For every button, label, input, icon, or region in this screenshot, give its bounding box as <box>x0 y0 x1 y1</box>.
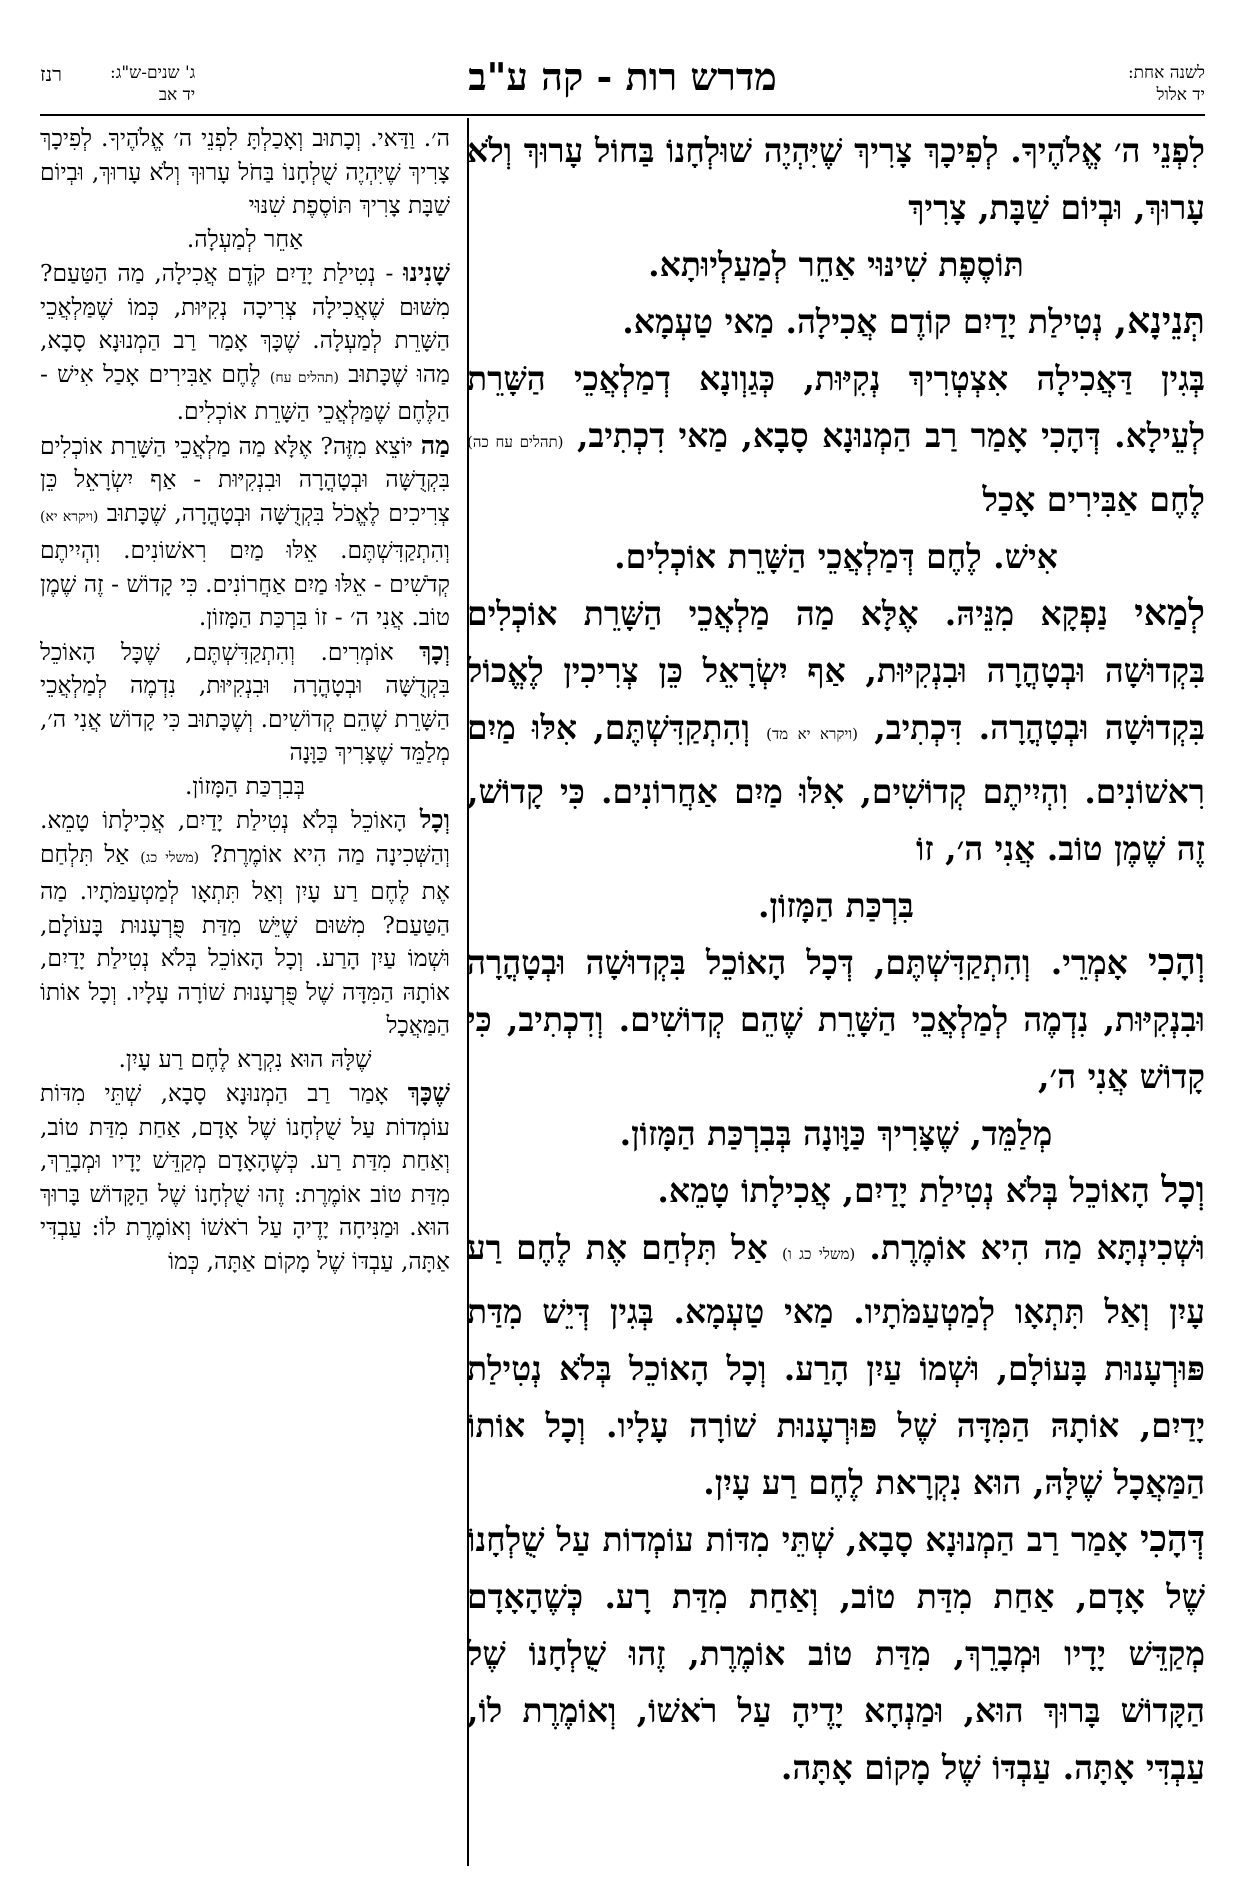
paragraph-opening-word: תְּנֵינָא, <box>1114 300 1205 342</box>
commentary-text: לֶחֶם אַבִּירִים אָכַל אִישׁ - הַלֶּחֶם שֶׁמַּלְאֲכֵי הַשָּׁרֵת אוֹכְלִים. <box>40 360 450 425</box>
main-text: בִּרְכַּת הַמָּזוֹן. <box>758 886 914 925</box>
main-text: וְהִתְקַדִּשְׁתֶּם, אִלּוּ מַיִם רִאשׁוֹנִים. וִהְיִיתֶם קְדוֹשִׁים, אִלּוּ מַיִם אַחֲרוֹנִים. כִּי קָדוֹשׁ, זֶה שֶׁמֶן טוֹב. אֲנִי ה׳, זוֹ <box>467 708 1205 868</box>
commentary-text: אָמַר רַב הַמְנוּנָא סָבָא, שְׁתֵּי מִדּוֹת עוֹמְדוֹת עַל שֻׁלְחָנוֹ שֶׁל אָדָם, אַחַת מִדַּת טוֹב, וְאַחַת מִדַּת רַע. כְּשֶׁהָאָדָם מְקַדֵּשׁ יָדָיו וּמְבָרֵךְ, מִדַּת טוֹב אוֹמֶרֶת: זֶהוּ שֻׁלְחָנוֹ שֶׁל הַקָּדוֹשׁ בָּרוּךְ הוּא. וּמַנִּיחָה יָדֶיהָ עַל רֹאשׁוֹ וְאוֹמֶרֶת לוֹ: עַבְדִּי אַתָּה, עַבְדּוֹ שֶׁל מָקוֹם אַתָּה, כְּמוֹ <box>40 1080 450 1275</box>
paragraph-opening-word: שָׁנִינוּ <box>403 258 450 287</box>
main-text: בְּגִין דַּאֲכִילָה אִצְטְרִיךְ נְקִיּוּת, כְּגַוְונָא דְמַלְאֲכֵי הַשָּׁרֵת לְעֵילָא. דְּהָכִי אָמַר רַב הַמְנוּנָא סָבָא, מַאי דִכְתִיב, <box>467 359 1205 455</box>
schedule-three-year-label: ג' שנים-ש"ג: <box>110 63 196 83</box>
commentary-text: הָאוֹכֵל בְּלֹא נְטִילַת יָדַיִם, אֲכִילָתוֹ טָמֵא. וְהַשְּׁכִינָה מַה הִיא אוֹמֶרֶת? <box>40 807 450 868</box>
schedule-three-year-date: יד אב <box>158 85 196 105</box>
scripture-reference: (תהלים עח כה) <box>467 433 564 451</box>
commentary-text: אַל תִּלְחַם אֶת לֶחֶם רַע עָיִן וְאַל תִּתְאָו לְמַטְעַמֹּתָיו. מַה הַטַּעַם? מִשּׁוּם שֶׁיֵּשׁ מִדַּת פֻּרְעָנוּת בָּעוֹלָם, וּשְׁמוֹ עַיִן הָרַע. וְכָל הָאוֹכֵל בְּלֹא נְטִילַת יָדַיִם, אוֹתָהּ הַמִּדָּה שֶׁל פֻּרְעָנוּת שׁוֹרָה עָלָיו. וְכָל אוֹתוֹ הַמַּאֲכָל <box>40 840 450 1039</box>
main-text: נְטִילַת יָדַיִם קוֹדֶם אֲכִילָה. מַאי טַעְמָא. <box>622 302 1104 341</box>
commentary-paragraph <box>40 1076 450 1278</box>
commentary-text: ה׳. וַדַּאי. וְכָתוּב וְאָכַלְתָּ לִפְנֵי ה׳ אֱלֹהֶיךָ. לְפִיכָךְ צָרִיךְ שֶׁיִּהְיֶה שֻׁלְחָנוֹ בַּחֹל עָרוּךְ וְלֹא עָרוּךְ, וּבְיוֹם שַׁבָּת צָרִיךְ תּוֹסֶפֶת שִׁנּוּי <box>40 125 450 219</box>
main-paragraph <box>467 1219 1205 1511</box>
paragraph-opening-word: וְהָכִי <box>1148 941 1205 983</box>
commentary-text: וְהִתְקַדִּשְׁתֶּם. אֵלּוּ מַיִם רִאשׁוֹנִים. וִהְיִיתֶם קְדֹשִׁים - אֵלּוּ מַיִם אַחֲרוֹנִים. כִּי קָדוֹשׁ - זֶה שֶׁמֶן טוֹב. אֲנִי ה׳ - זוֹ בִּרְכַּת הַמָּזוֹן. <box>40 537 450 631</box>
paragraph-opening-word: מַה <box>420 430 450 460</box>
main-text: מְלַמֵּד, שֶׁצָּרִיךְ כַּוָּונָה בְּבִרְכַּת הַמָּזוֹן. <box>619 1114 1053 1153</box>
header-divider <box>40 114 1205 116</box>
main-centered-line <box>467 1105 1205 1162</box>
main-paragraph <box>467 934 1205 1105</box>
paragraph-opening-word: לְמַאי <box>1134 592 1205 634</box>
main-text: לִפְנֵי ה׳ אֱלֹהֶיךָ. לְפִיכָךְ צָרִיךְ שֶׁיִּהְיֶה שׁוּלְחָנוֹ בַּחוֹל עָרוּךְ וְלֹא עָרוּךְ, וּבְיוֹם שַׁבָּת, צָרִיךְ <box>467 131 1205 227</box>
commentary-centered-line <box>40 1043 450 1077</box>
main-paragraph <box>467 1511 1205 1796</box>
paragraph-opening-word: וְכָל <box>1161 1169 1205 1211</box>
paragraph-opening-word: שֶׁכָּךְ <box>407 1078 450 1107</box>
main-text: אִישׁ. לֶחֶם דְּמַלְאֲכֵי הַשָּׁרֵת אוֹכְלִים. <box>614 537 1058 576</box>
commentary-text: אַחֵר לְמַעְלָה. <box>186 225 304 253</box>
main-text: אַל תִּלְחַם אֶת לֶחֶם רַע עָיִן וְאַל תִּתְאָו לְמַטְעַמֹּתָיו. מַאי טַעְמָא. בְּגִין דְּיֵשׁ מִדַּת פּוּרְעָנוּת בָּעוֹלָם, וּשְׁמוֹ עַיִן הָרַע. וְכָל הָאוֹכֵל בְּלֹא נְטִילַת יָדַיִם, אוֹתָהּ הַמִּדָּה שֶׁל פּוּרְעָנוּת שׁוֹרָה עָלָיו. וְכָל אוֹתוֹ הַמַּאֲכָל שֶׁלָּהּ, הוּא נִקְרָאת לֶחֶם רַע עָיִן. <box>467 1228 1205 1502</box>
main-paragraph <box>467 1162 1205 1219</box>
main-paragraph <box>467 122 1205 236</box>
commentary-paragraph <box>40 256 450 429</box>
commentary-paragraph <box>40 429 450 635</box>
commentary-centered-line <box>40 770 450 804</box>
main-text: לֶחֶם אַבִּירִים אָכַל <box>982 480 1205 519</box>
commentary-text: אוֹמְרִים. וְהִתְקַדִּשְׁתֶּם, שֶׁכָּל הָאוֹכֵל בִּקְדֻשָּׁה וּבְטָהֳרָה וּבִנְקִיּוּת, נִדְמֶה לְמַלְאֲכֵי הַשָּׁרֵת שֶׁהֵם קְדוֹשִׁים. וְשֶׁכָּתוּב כִּי קָדוֹשׁ אֲנִי ה׳, מְלַמֵּד שֶׁצָּרִיךְ כַּוָּנָה <box>40 638 450 766</box>
commentary-paragraph <box>40 803 450 1043</box>
main-text: וּשְׁכִינְתָּא מַה הִיא אוֹמֶרֶת. <box>869 1228 1205 1267</box>
scripture-reference: (תהלים עח) <box>269 369 339 386</box>
page-title: מדרש רות - קה ע"ב <box>468 54 777 99</box>
main-text: אָמְרֵי. וְהִתְקַדִּשְׁתֶּם, דְּכָל הָאוֹכֵל בִּקְדוּשָׁה וּבְטָהֳרָה וּבִנְקִיּוּת, נִדְמֶה לְמַלְאֲכֵי הַשָּׁרֵת שֶׁהֵם קְדוֹשִׁים. וְדִכְתִיב, כִּי קָדוֹשׁ אֲנִי ה׳, <box>467 943 1205 1096</box>
page-header <box>40 44 1205 114</box>
commentary-centered-line <box>40 223 450 257</box>
commentary-text: - נְטִילַת יָדַיִם קֹדֶם אֲכִילָה, מַה הַטַּעַם? מִשּׁוּם שֶׁאֲכִילָה צְרִיכָה נְקִיּוּת, כְּמוֹ שֶׁמַּלְאֲכֵי הַשָּׁרֵת לְמַעְלָה. שֶׁכָּךְ אָמַר רַב הַמְנוּנָא סָבָא, מַהוּ שֶׁכָּתוּב <box>40 260 450 388</box>
commentary-text: בְּבִרְכַּת הַמָּזוֹן. <box>185 772 305 800</box>
study-schedule-three-year <box>110 62 195 106</box>
main-text: נַפְקָא מִנֵּיהּ. אֶלָּא מַה מַלְאֲכֵי הַשָּׁרֵת אוֹכְלִים בִּקְדוּשָׁה וּבְטָהֳרָה וּבִנְקִיּוּת, אַף יִשְׂרָאֵל כֵּן צְרִיכִין לֶאֱכוֹל בִּקְדוּשָׁה וּבְטָהֳרָה. דִּכְתִיב, <box>467 594 1205 747</box>
commentary-text: יּוֹצֵא מִזֶּה? אֶלָּא מַה מַלְאֲכֵי הַשָּׁרֵת אוֹכְלִים בִּקְדֻשָּׁה וּבְטָהֳרָה וּבִנְקִיּוּת - אַף יִשְׂרָאֵל כֵּן צְרִיכִים לֶאֱכֹל בִּקְדֻשָּׁה וּבְטָהֳרָה, שֶׁכָּתוּב <box>40 432 450 527</box>
main-centered-line <box>467 528 1205 585</box>
main-centered-line <box>467 236 1205 293</box>
main-paragraph <box>467 350 1205 528</box>
scripture-reference: (משלי כג) <box>140 849 200 866</box>
commentary-paragraph <box>40 635 450 770</box>
main-paragraph <box>467 293 1205 350</box>
main-text: אָמַר רַב הַמְנוּנָא סָבָא, שְׁתֵּי מִדּוֹת עוֹמְדוֹת עַל שֻׁלְחָנוֹ שֶׁל אָדָם, אַחַת מִדַּת טוֹב, וְאַחַת מִדַּת רָע. כְּשֶׁהָאָדָם מְקַדֵּשׁ יָדָיו וּמְבָרֵךְ, מִדַּת טוֹב אוֹמֶרֶת, זֶהוּ שֻׁלְחָנוֹ שֶׁל הַקָּדוֹשׁ בָּרוּךְ הוּא, וּמַנְחָא יָדֶיהָ עַל רֹאשׁוֹ, וְאוֹמֶרֶת לוֹ, עַבְדִּי אָתָּה. עַבְדּוֹ שֶׁל מָקוֹם אָתָּה. <box>467 1520 1205 1787</box>
paragraph-opening-word: וְכָל <box>419 805 450 834</box>
schedule-one-year-date: יד אלול <box>1156 85 1205 105</box>
commentary-text: שֶׁלָּהּ הוּא נִקְרָא לֶחֶם רַע עָיִן. <box>118 1045 372 1073</box>
paragraph-opening-word: דְּהָכִי <box>1139 1518 1205 1560</box>
main-text: הָאוֹכֵל בְּלֹא נְטִילַת יָדַיִם, אֲכִילָתוֹ טָמֵא. <box>657 1171 1150 1210</box>
main-text-column <box>467 122 1205 1862</box>
scripture-reference: (ויקרא יא) <box>40 508 99 525</box>
main-centered-line <box>467 877 1205 934</box>
scripture-reference: (משלי כג ו) <box>782 1245 856 1263</box>
main-text: תּוֹסֶפֶת שִׁינּוּי אַחֵר לְמַעַלְיוּתָא. <box>648 245 1024 284</box>
schedule-one-year-label: לשנה אחת: <box>1127 63 1205 83</box>
page-number: רנז <box>40 62 62 86</box>
scripture-reference: (ויקרא יא מד) <box>766 725 859 743</box>
main-paragraph <box>467 585 1205 877</box>
translation-column <box>40 122 450 1862</box>
commentary-paragraph <box>40 122 450 223</box>
paragraph-opening-word: וְכָךְ <box>419 636 450 666</box>
